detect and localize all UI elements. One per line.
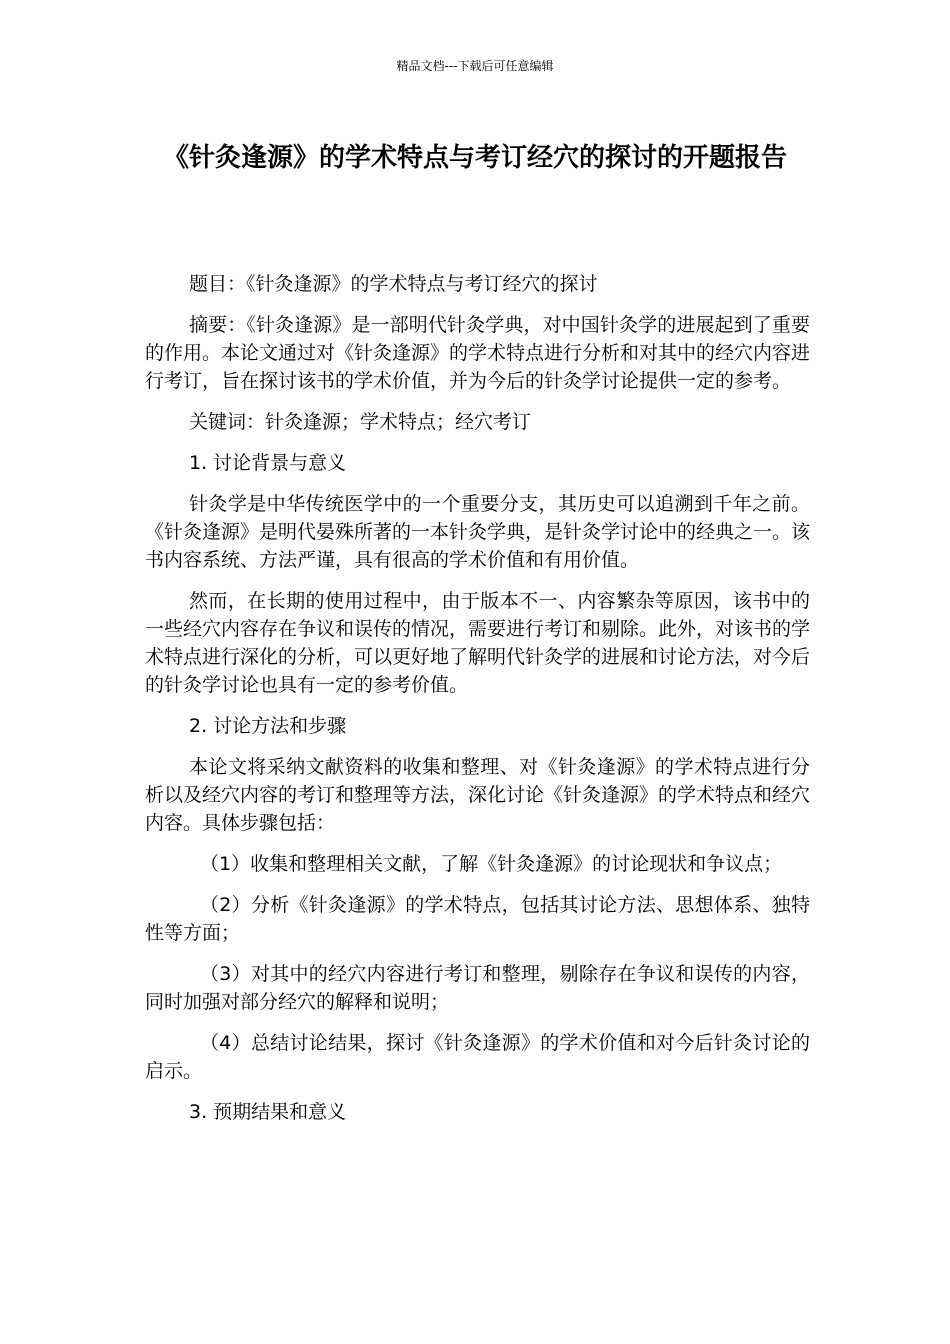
abstract-paragraph: 摘要：《针灸逢源》是一部明代针灸学典，对中国针灸学的进展起到了重要的作用。本论文通过对《针灸逢源》的学术特点进行分析和对其中的经穴内容进行考订，旨在探讨该书的学术价值，并为今后的针灸学讨论提供一定的参考。 (145, 314, 811, 392)
section-heading-2: 2. 讨论方法和步骤 (189, 715, 347, 737)
keywords-paragraph: 关键词：针灸逢源；学术特点；经穴考订 (189, 411, 532, 433)
topic-paragraph: 题目：《针灸逢源》的学术特点与考订经穴的探讨 (189, 273, 598, 295)
background-paragraph-1: 针灸学是中华传统医学中的一个重要分支，其历史可以追溯到千年之前。《针灸逢源》是明代晏殊所著的一本针灸学典，是针灸学讨论中的经典之一。该书内容系统、方法严谨，具有很高的学术价值和有用价值。 (145, 493, 811, 571)
document-title: 《针灸逢源》的学术特点与考订经穴的探讨的开题报告 (162, 143, 787, 173)
section-heading-1: 1. 讨论背景与意义 (189, 452, 347, 474)
step-item-1: （1）收集和整理相关文献，了解《针灸逢源》的讨论现状和争议点； (200, 853, 783, 875)
step-item-3: （3）对其中的经穴内容进行考订和整理，剔除存在争议和误传的内容，同时加强对部分经穴的解释和说明； (145, 963, 810, 1013)
background-paragraph-2: 然而，在长期的使用过程中，由于版本不一、内容繁杂等原因，该书中的一些经穴内容存在争议和误传的情况，需要进行考订和剔除。此外，对该书的学术特点进行深化的分析，可以更好地了解明代针灸学的进展和讨论方法，对今后的针灸学讨论也具有一定的参考价值。 (145, 590, 811, 696)
header-note: 精品文档---下载后可任意编辑 (396, 59, 554, 73)
method-paragraph: 本论文将采纳文献资料的收集和整理、对《针灸逢源》的学术特点进行分析以及经穴内容的考订和整理等方法，深化讨论《针灸逢源》的学术特点和经穴内容。具体步骤包括： (145, 756, 811, 834)
step-item-4: （4）总结讨论结果，探讨《针灸逢源》的学术价值和对今后针灸讨论的启示。 (145, 1032, 810, 1082)
section-heading-3: 3. 预期结果和意义 (189, 1101, 347, 1123)
document-body (145, 270, 810, 1139)
step-item-2: （2）分析《针灸逢源》的学术特点，包括其讨论方法、思想体系、独特性等方面； (145, 894, 810, 944)
